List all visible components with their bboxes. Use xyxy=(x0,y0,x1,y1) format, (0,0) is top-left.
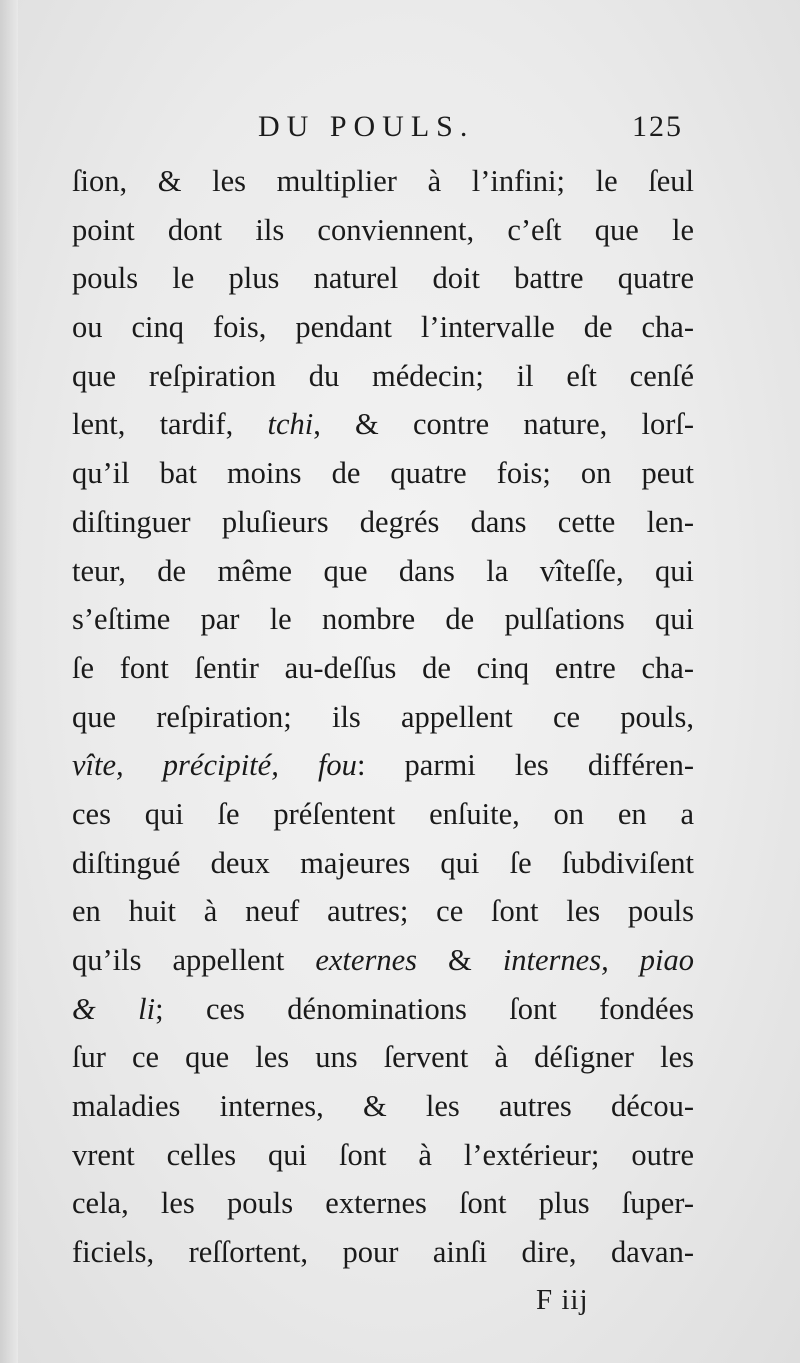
text-segment: s’eſtime par le nombre de pulſations qui xyxy=(72,602,694,637)
text-segment: ficiels, reſſortent, pour ainſi dire, davan- xyxy=(72,1235,694,1270)
text-segment: cela, les pouls externes ſont plus ſuper- xyxy=(72,1186,694,1221)
page-gutter xyxy=(0,0,18,1363)
text-line xyxy=(72,790,694,839)
italic-segment: & li xyxy=(72,991,156,1026)
body-text xyxy=(72,157,694,1277)
text-line xyxy=(72,985,694,1034)
text-line xyxy=(72,303,694,352)
text-line xyxy=(72,157,694,206)
text-line xyxy=(72,1033,694,1082)
text-segment: , & contre nature, lorſ- xyxy=(313,407,694,442)
page-number: 125 xyxy=(632,110,683,143)
text-segment: maladies internes, & les autres décou- xyxy=(72,1089,694,1124)
text-line xyxy=(72,839,694,888)
text-segment: : parmi les différen- xyxy=(356,748,694,783)
text-segment: ſe font ſentir au-deſſus de cinq entre cha- xyxy=(72,650,694,685)
italic-segment: vîte, précipité, fou xyxy=(72,748,357,783)
text-line xyxy=(72,1131,694,1180)
text-segment: que reſpiration du médecin; il eſt cenſé xyxy=(72,358,694,393)
text-segment: qu’ils appellent xyxy=(72,943,316,977)
signature-mark: F iij xyxy=(536,1284,589,1316)
text-line xyxy=(72,254,694,303)
text-line xyxy=(72,1179,694,1228)
text-segment: & xyxy=(416,943,503,977)
text-segment: ces qui ſe préſentent enſuite, on en a xyxy=(72,796,694,831)
italic-segment: internes, piao xyxy=(502,943,694,977)
text-segment: diſtinguer pluſieurs degrés dans cette len- xyxy=(72,504,694,539)
text-segment: vrent celles qui ſont à l’extérieur; outre xyxy=(72,1137,694,1172)
text-line xyxy=(72,741,694,790)
text-segment: en huit à neuf autres; ce ſont les pouls xyxy=(72,894,694,929)
text-line xyxy=(72,547,694,596)
text-line xyxy=(72,887,694,936)
text-segment: qu’il bat moins de quatre fois; on peut xyxy=(72,456,694,491)
text-line xyxy=(72,352,694,401)
text-segment: teur, de même que dans la vîteſſe, qui xyxy=(72,553,694,588)
running-head xyxy=(0,100,800,150)
text-line xyxy=(72,693,694,742)
text-line xyxy=(72,595,694,644)
text-line xyxy=(72,206,694,255)
text-segment: ſur ce que les uns ſervent à déſigner les xyxy=(72,1040,694,1075)
text-line xyxy=(72,936,694,985)
text-line xyxy=(72,1082,694,1131)
text-segment: que reſpiration; ils appellent ce pouls, xyxy=(72,699,694,734)
text-line xyxy=(72,449,694,498)
italic-segment: externes xyxy=(315,943,417,977)
text-segment: pouls le plus naturel doit battre quatre xyxy=(72,261,694,296)
text-line xyxy=(72,498,694,547)
running-title: DU POULS. xyxy=(258,110,475,143)
text-segment: ou cinq fois, pendant l’intervalle de cha- xyxy=(72,310,694,345)
text-segment: ; ces dénominations ſont fondées xyxy=(155,991,694,1026)
text-segment: point dont ils conviennent, c’eſt que le xyxy=(72,212,694,247)
text-line xyxy=(72,644,694,693)
text-segment: ſion, & les multiplier à l’infini; le ſeul xyxy=(72,164,694,198)
text-line xyxy=(72,1228,694,1277)
text-segment: lent, tardif, xyxy=(72,407,268,442)
text-segment: diſtingué deux majeures qui ſe ſubdiviſent xyxy=(72,845,694,880)
text-line xyxy=(72,400,694,449)
italic-segment: tchi xyxy=(267,407,314,442)
